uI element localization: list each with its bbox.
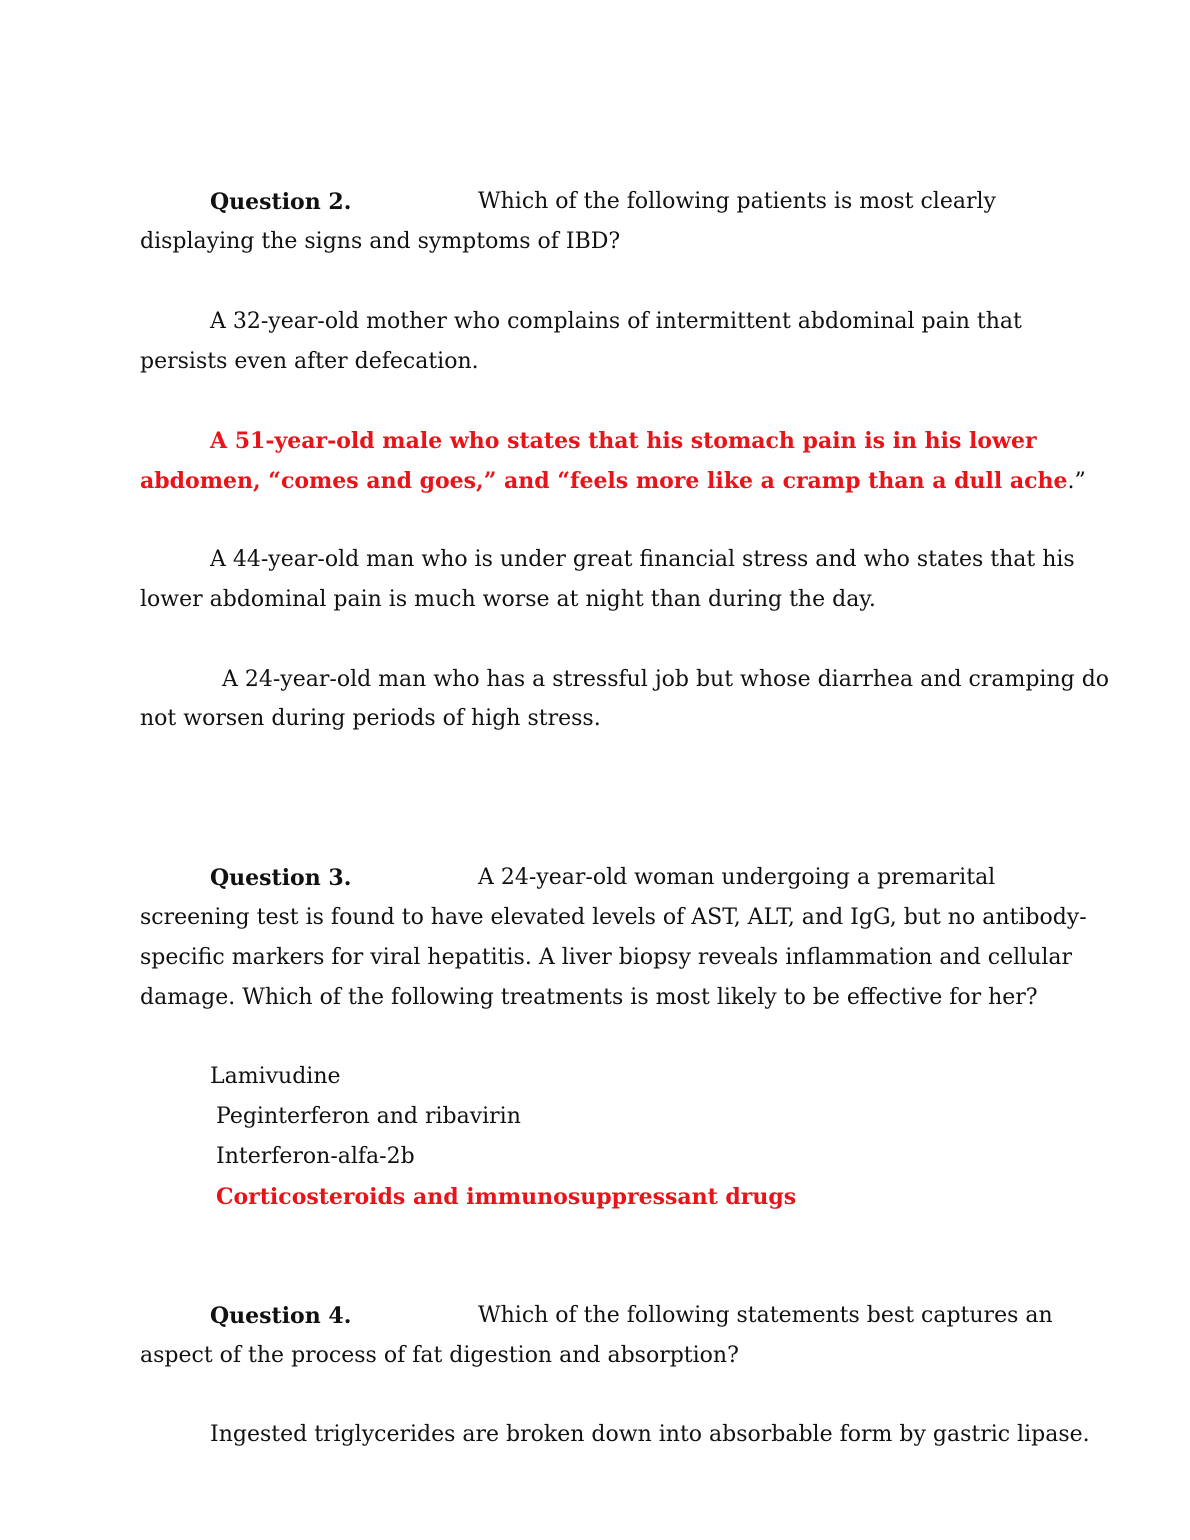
q2-option-b-correct-line-1: A 51-year-old male who states that his stomach pain is in his lower (210, 428, 1037, 454)
q3-option-a: Lamivudine (210, 1064, 341, 1089)
question-3-stem-line-2: screening test is found to have elevated levels of AST, ALT, and IgG, but no antibody- (140, 905, 1087, 930)
q3-option-b: Peginterferon and ribavirin (216, 1104, 521, 1129)
q2-option-d-line-2: not worsen during periods of high stress. (140, 706, 601, 731)
question-3-stem-line-4: damage. Which of the following treatments is most likely to be effective for her? (140, 985, 1038, 1010)
question-4-stem-line-1: Which of the following statements best captures an (478, 1303, 1053, 1328)
q2-option-b-correct-line-2 (140, 461, 1086, 502)
q2-option-c-line-1: A 44-year-old man who is under great financial stress and who states that his (210, 547, 1075, 572)
question-4-stem-line-2: aspect of the process of fat digestion and absorption? (140, 1343, 739, 1368)
question-3-stem-line-1: A 24-year-old woman undergoing a premarital (478, 865, 996, 890)
question-2-stem-line-2: displaying the signs and symptoms of IBD? (140, 229, 621, 254)
q2-option-b-closing-quote: .” (1067, 469, 1086, 494)
question-2-stem-line-1: Which of the following patients is most clearly (478, 189, 996, 214)
question-3-label: Question 3. (210, 865, 352, 891)
q3-option-d-correct: Corticosteroids and immunosuppressant drugs (216, 1184, 797, 1210)
question-2-label: Question 2. (210, 189, 352, 215)
q4-option-a: Ingested triglycerides are broken down into absorbable form by gastric lipase. (210, 1422, 1090, 1447)
q2-option-a-line-1: A 32-year-old mother who complains of intermittent abdominal pain that (210, 309, 1022, 334)
q2-option-d-line-1: A 24-year-old man who has a stressful job but whose diarrhea and cramping do (222, 667, 1110, 692)
question-3-stem-line-3: specific markers for viral hepatitis. A liver biopsy reveals inflammation and cellular (140, 945, 1073, 970)
q3-option-c: Interferon-alfa-2b (216, 1144, 415, 1169)
q2-option-b-correct-text: abdomen, “comes and goes,” and “feels more like a cramp than a dull ache (140, 468, 1068, 494)
q2-option-a-line-2: persists even after defecation. (140, 349, 479, 374)
question-4-label: Question 4. (210, 1303, 352, 1329)
q2-option-c-line-2: lower abdominal pain is much worse at night than during the day. (140, 587, 876, 612)
